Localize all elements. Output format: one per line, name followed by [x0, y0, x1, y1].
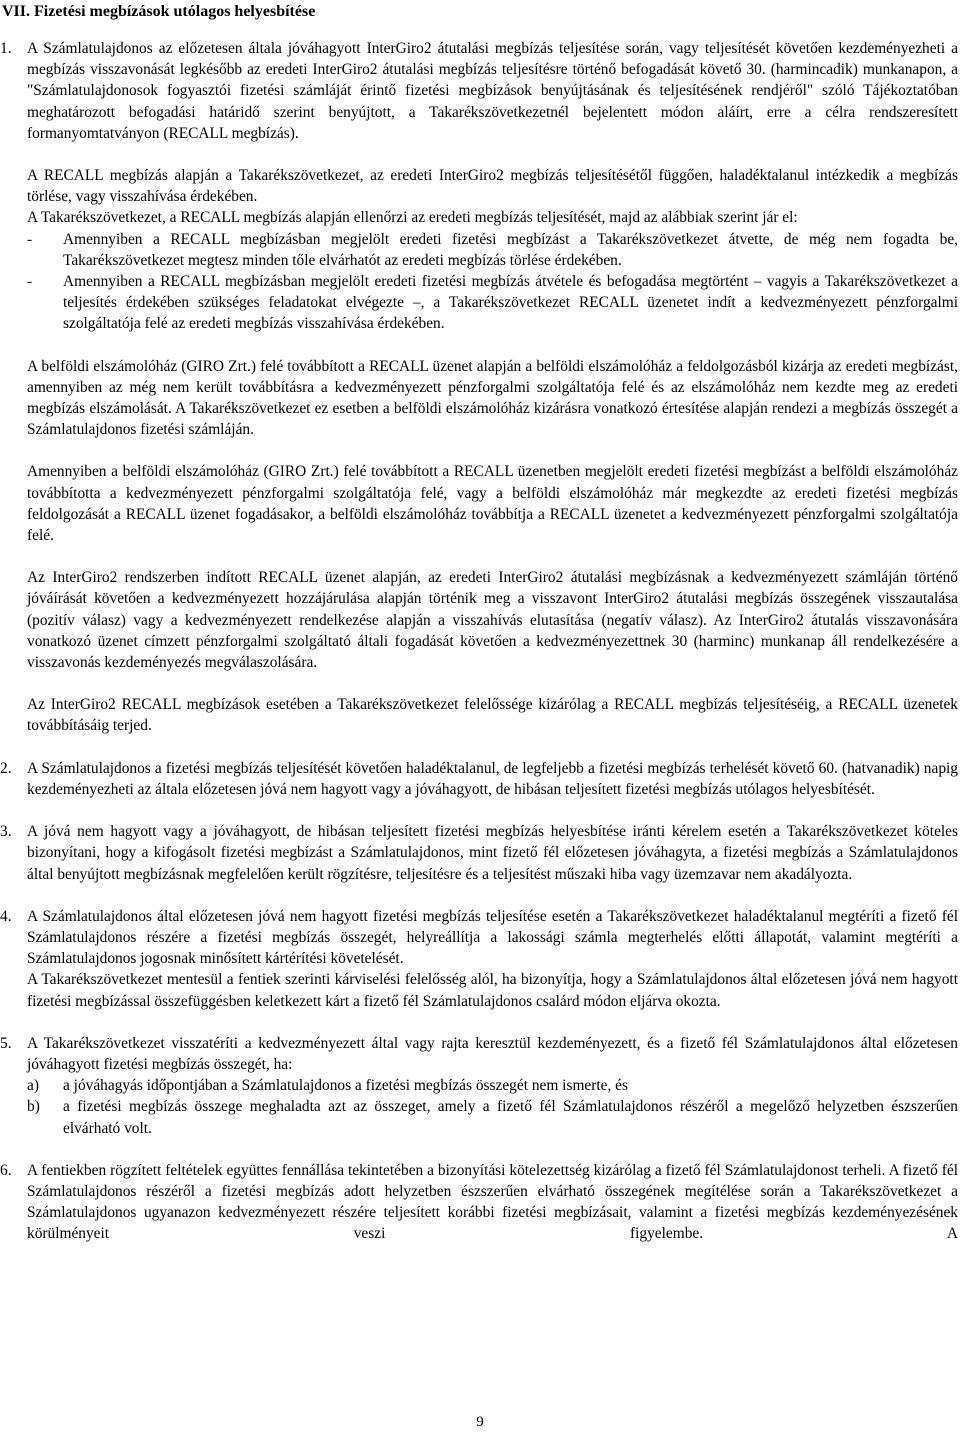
- paragraph: A Takarékszövetkezet mentesül a fentiek szerinti kárviselési felelősség alól, ha bizonyítja, hogy a Számlatulajdonos által előzetesen jóvá nem hagyott fizetési megbízással összefüggésben keletkezett kárt a fizető fél Számlatulajdonos csalárd módon eljárva okozta.: [27, 971, 958, 1010]
- paragraph: Amennyiben a RECALL megbízásban megjelölt eredeti fizetési megbízást a Takarékszövetkezet átvette, de még nem fogadta be, Takarékszövetkezet megtesz minden tőle elvárhatót az eredeti megbízás törlése érdekében.: [63, 230, 958, 269]
- paragraph: A Takarékszövetkezet visszatéríti a kedvezményezett által vagy rajta keresztül kezdeményezett, és a fizető fél Számlatulajdonos által előzetesen jóváhagyott fizetési megbízás összegét, ha:: [27, 1034, 958, 1073]
- paragraph: Amennyiben a belföldi elszámolóház (GIRO Zrt.) felé továbbított a RECALL üzenetben megjelölt eredeti fizetési megbízást a belföldi elszámolóház továbbította a kedvezményezett pénzforgalmi szolgáltatója felé, vagy a belföldi elszámolóház már megkezdte az eredeti fizetési megbízás feldolgozását a RECALL üzenet fogadásakor, a belföldi elszámolóház továbbítja a RECALL üzenetet a kedvezményezett pénzforgalmi szolgáltatója felé.: [27, 463, 958, 545]
- dash-marker: -: [27, 230, 33, 248]
- item-number: 2.: [0, 759, 12, 777]
- paragraph: A RECALL megbízás alapján a Takarékszövetkezet, az eredeti InterGiro2 megbízás teljesítésétől függően, haladéktalanul intézkedik a megbízás törlése, vagy visszahívása érdekében.: [27, 167, 958, 206]
- sub-list-item-b: [27, 1096, 958, 1138]
- page-number: 9: [476, 1414, 484, 1430]
- paragraph: Az InterGiro2 RECALL megbízások esetében a Takarékszövetkezet felelőssége kizárólag a RECALL megbízás teljesítéséig, a RECALL üzenetek továbbításáig terjed.: [27, 696, 958, 735]
- sub-item-marker: b): [27, 1098, 40, 1116]
- paragraph: A Számlatulajdonos a fizetési megbízás teljesítését követően haladéktalanul, de legfeljebb a fizetési megbízás terhelését követő 60. (hatvanadik) napig kezdeményezheti az általa előzetesen jóvá nem hagyott vagy a jóváhagyott, de hibásan teljesített fizetési megbízás utólagos helyesbítését.: [27, 759, 958, 798]
- paragraph: Az InterGiro2 rendszerben indított RECALL üzenet alapján, az eredeti InterGiro2 átutalási megbízásnak a kedvezményezett számláján történő jóváírását követően a kedvezményezett hozzájárulása alapján történik meg a visszavont InterGiro2 átutalási megbízás összegének visszautalása (pozitív válasz) vagy a kedvezményezett rendelkezése alapján a visszahívás elutasítása (negatív válasz). Az InterGiro2 átutalás visszavonására vonatkozó üzenet címzett pénzforgalmi szolgáltató általi fogadását követően a kedvezményezettnek 30 (harminc) munkanap áll rendelkezésére a visszavonás kezdeményezés megválaszolására.: [27, 569, 958, 672]
- paragraph: a jóváhagyás időpontjában a Számlatulajdonos a fizetési megbízás összegét nem ismerte, és: [63, 1077, 628, 1095]
- item-number: 4.: [0, 907, 12, 925]
- sub-list-item-a: [27, 1075, 958, 1096]
- paragraph: A Számlatulajdonos az előzetesen általa jóváhagyott InterGiro2 átutalási megbízás teljesítése során, vagy teljesítését követően kezdeményezheti a megbízás visszavonását legkésőbb az eredeti InterGiro2 átutalási megbízás teljesítésre történő befogadását követő 30. (harmincadik) munkanapon, a "Számlatulajdonosok fogyasztói fizetési számláját érintő fizetési megbízások benyújtásának és teljesítésének rendjéről" szóló Tájékoztatóban meghatározott befogadási határidő szerint benyújtott, a Takarékszövetkezetnél bejelentett módon aláírt, erre a célra rendszeresített formanyomtatványon (RECALL megbízás).: [27, 40, 958, 142]
- document-body: [0, 38, 958, 1245]
- list-item-2: [0, 758, 958, 800]
- item-number: 6.: [0, 1161, 12, 1179]
- dash-list-item: [27, 271, 958, 335]
- dash-list-item: [27, 229, 958, 271]
- list-item-6: [0, 1160, 958, 1245]
- paragraph: A fentiekben rögzített feltételek együttes fennállása tekintetében a bizonyítási kötelezettség kizárólag a fizető fél Számlatulajdonost terheli. A fizető fél Számlatulajdonos részéről a fizetési megbízás adott helyzetben észszerűen elvárható összegének megítélése során a Takarékszövetkezet a Számlatulajdonos ugyanazon kedvezményezett részére teljesített korábbi fizetési megbízásait, valamint a fizetési megbízás kezdeményezésének körülményeit veszi figyelembe. A: [27, 1161, 958, 1243]
- sub-item-marker: a): [27, 1077, 39, 1095]
- paragraph: A jóvá nem hagyott vagy a jóváhagyott, de hibásan teljesített fizetési megbízás helyesbítése iránti kérelem esetén a Takarékszövetkezet köteles bizonyítani, hogy a kifogásolt fizetési megbízást a Számlatulajdonos, mint fizető fél előzetesen jóváhagyta, a fizetési megbízás a Számlatulajdonos által benyújtott megbízásnak megfelelően került rögzítésre, teljesítésre és a teljesítést műszaki hiba vagy üzemzavar nem akadályozta.: [27, 823, 958, 883]
- item-number: 1.: [0, 40, 12, 57]
- list-item-1: [0, 38, 958, 144]
- dash-marker: -: [27, 273, 33, 291]
- list-item-5: [0, 1033, 958, 1139]
- paragraph: A Takarékszövetkezet, a RECALL megbízás alapján ellenőrzi az eredeti megbízás teljesítését, majd az alábbiak szerint jár el:: [27, 209, 798, 227]
- paragraph: a fizetési megbízás összege meghaladta azt az összeget, amely a fizető fél Számlatulajdonos részéről a megelőző helyzetben észszerűen elvárható volt.: [63, 1098, 958, 1137]
- list-item-4: [0, 906, 958, 1012]
- item-number: 5.: [0, 1034, 12, 1052]
- paragraph: A Számlatulajdonos által előzetesen jóvá nem hagyott fizetési megbízás teljesítése esetén a Takarékszövetkezet haladéktalanul megtéríti a fizető fél Számlatulajdonos részére a fizetési megbízás összegét, helyreállítja a lakossági számla megterhelés előtti állapotát, valamint megtéríti a Számlatulajdonos jogosnak minősített kártérítési követelését.: [27, 907, 958, 968]
- paragraph: Amennyiben a RECALL megbízásban megjelölt eredeti fizetési megbízás átvétele és befogadása megtörtént – vagyis a Takarékszövetkezet a teljesítés érdekében szükséges feladatokat elvégezte –, a Takarékszövetkezet RECALL üzenetet indít a kedvezményezett pénzforgalmi szolgáltatója felé az eredeti megbízás visszahívása érdekében.: [63, 273, 958, 333]
- paragraph: A belföldi elszámolóház (GIRO Zrt.) felé továbbított a RECALL üzenet alapján a belföldi elszámolóház a feldolgozásból kizárja az eredeti megbízást, amennyiben az még nem került továbbításra a kedvezményezett pénzforgalmi szolgáltatója felé és az elszámolóház nem kezdte meg az eredeti megbízás elszámolását. A Takarékszövetkezet ez esetben a belföldi elszámolóház kizárásra vonatkozó értesítése alapján rendezi a megbízás összegét a Számlatulajdonos fizetési számláján.: [27, 357, 958, 439]
- list-item-3: [0, 821, 958, 885]
- item-number: 3.: [0, 823, 12, 841]
- section-heading: VII. Fizetési megbízások utólagos helyesbítése: [2, 3, 316, 20]
